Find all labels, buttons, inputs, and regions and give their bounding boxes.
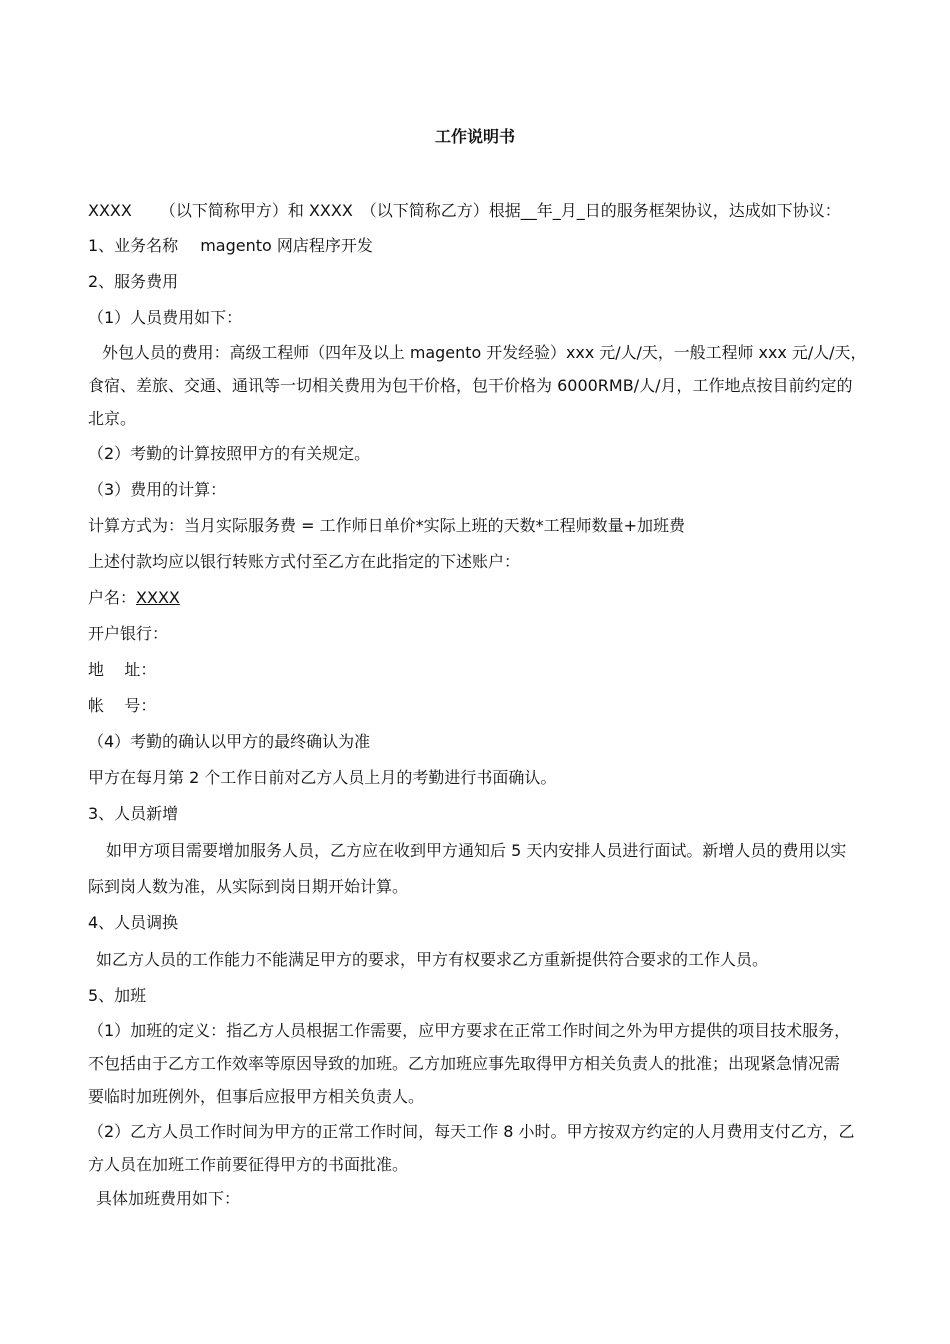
account-number-label: 帐 号： — [88, 696, 157, 715]
party-a-name: XXXX — [88, 201, 132, 220]
business-name-line — [88, 235, 373, 257]
account-name-label: 户名： — [88, 588, 137, 607]
business-name-label: 1、业务名称 — [88, 236, 179, 255]
bank-label: 开户银行： — [88, 624, 169, 643]
account-name-line — [88, 587, 180, 609]
intro-rest: （以下简称乙方）根据__年_月_日的服务框架协议，达成如下协议： — [360, 201, 841, 220]
section-4-text: 如乙方人员的工作能力不能满足甲方的要求，甲方有权要求乙方重新提供符合要求的工作人员。 — [96, 950, 769, 969]
intro-line — [88, 200, 841, 222]
section-5-item-2-line-1: （2）乙方人员工作时间为甲方的正常工作时间，每天工作 8 小时。甲方按双方约定的人月费用支付乙方，乙 — [88, 1122, 855, 1141]
section-5-heading: 5、加班 — [88, 986, 147, 1005]
section-5-item-1-line-3: 要临时加班例外，但事后应报甲方相关负责人。 — [88, 1087, 425, 1106]
business-name-value: magento 网店程序开发 — [200, 236, 373, 255]
section-2-item-1-line-2: 食宿、差旅、交通、通讯等一切相关费用为包干价格，包干价格为 6000RMB/人/月，工作地点按目前约定的 — [88, 376, 853, 395]
section-5-item-1-line-1: （1）加班的定义：指乙方人员根据工作需要，应甲方要求在正常工作时间之外为甲方提供的项目技术服务， — [88, 1021, 851, 1040]
overtime-fee-intro: 具体加班费用如下： — [96, 1189, 241, 1208]
section-2-item-2: （2）考勤的计算按照甲方的有关规定。 — [88, 444, 371, 463]
section-3-line-2: 际到岗人数为准，从实际到岗日期开始计算。 — [88, 877, 409, 896]
party-b-name: XXXX — [308, 201, 353, 220]
section-3-line-1: 如甲方项目需要增加服务人员，乙方应在收到甲方通知后 5 天内安排人员进行面试。新增人员的费用以实 — [106, 841, 847, 860]
address-label: 地 址： — [88, 660, 157, 679]
party-a-note: （以下简称甲方）和 — [159, 201, 304, 220]
section-2-item-1-line-3: 北京。 — [88, 409, 137, 428]
section-2-item-1-heading: （1）人员费用如下： — [88, 308, 243, 327]
payment-instruction: 上述付款均应以银行转账方式付至乙方在此指定的下述账户： — [88, 552, 521, 571]
fee-formula: 计算方式为：当月实际服务费 = 工作师日单价*实际上班的天数*工程师数量+加班费 — [88, 516, 685, 535]
section-3-heading: 3、人员新增 — [88, 804, 179, 823]
attendance-confirmation-text: 甲方在每月第 2 个工作日前对乙方人员上月的考勤进行书面确认。 — [88, 768, 557, 787]
section-4-heading: 4、人员调换 — [88, 913, 179, 932]
section-5-item-1-line-2: 不包括由于乙方工作效率等原因导致的加班。乙方加班应事先取得甲方相关负责人的批准；出现紧急情况需 — [88, 1054, 841, 1073]
section-2-heading: 2、服务费用 — [88, 272, 179, 291]
account-name-value: XXXX — [136, 588, 180, 607]
document-title: 工作说明书 — [434, 127, 515, 146]
section-2-item-4: （4）考勤的确认以甲方的最终确认为准 — [88, 732, 371, 751]
section-5-item-2-line-2: 方人员在加班工作前要征得甲方的书面批准。 — [88, 1155, 409, 1174]
section-2-item-1-line-1: 外包人员的费用：高级工程师（四年及以上 magento 开发经验）xxx 元/人/天，一般工程师 xxx 元/人/天， — [102, 343, 867, 362]
section-2-item-3: （3）费用的计算： — [88, 480, 227, 499]
